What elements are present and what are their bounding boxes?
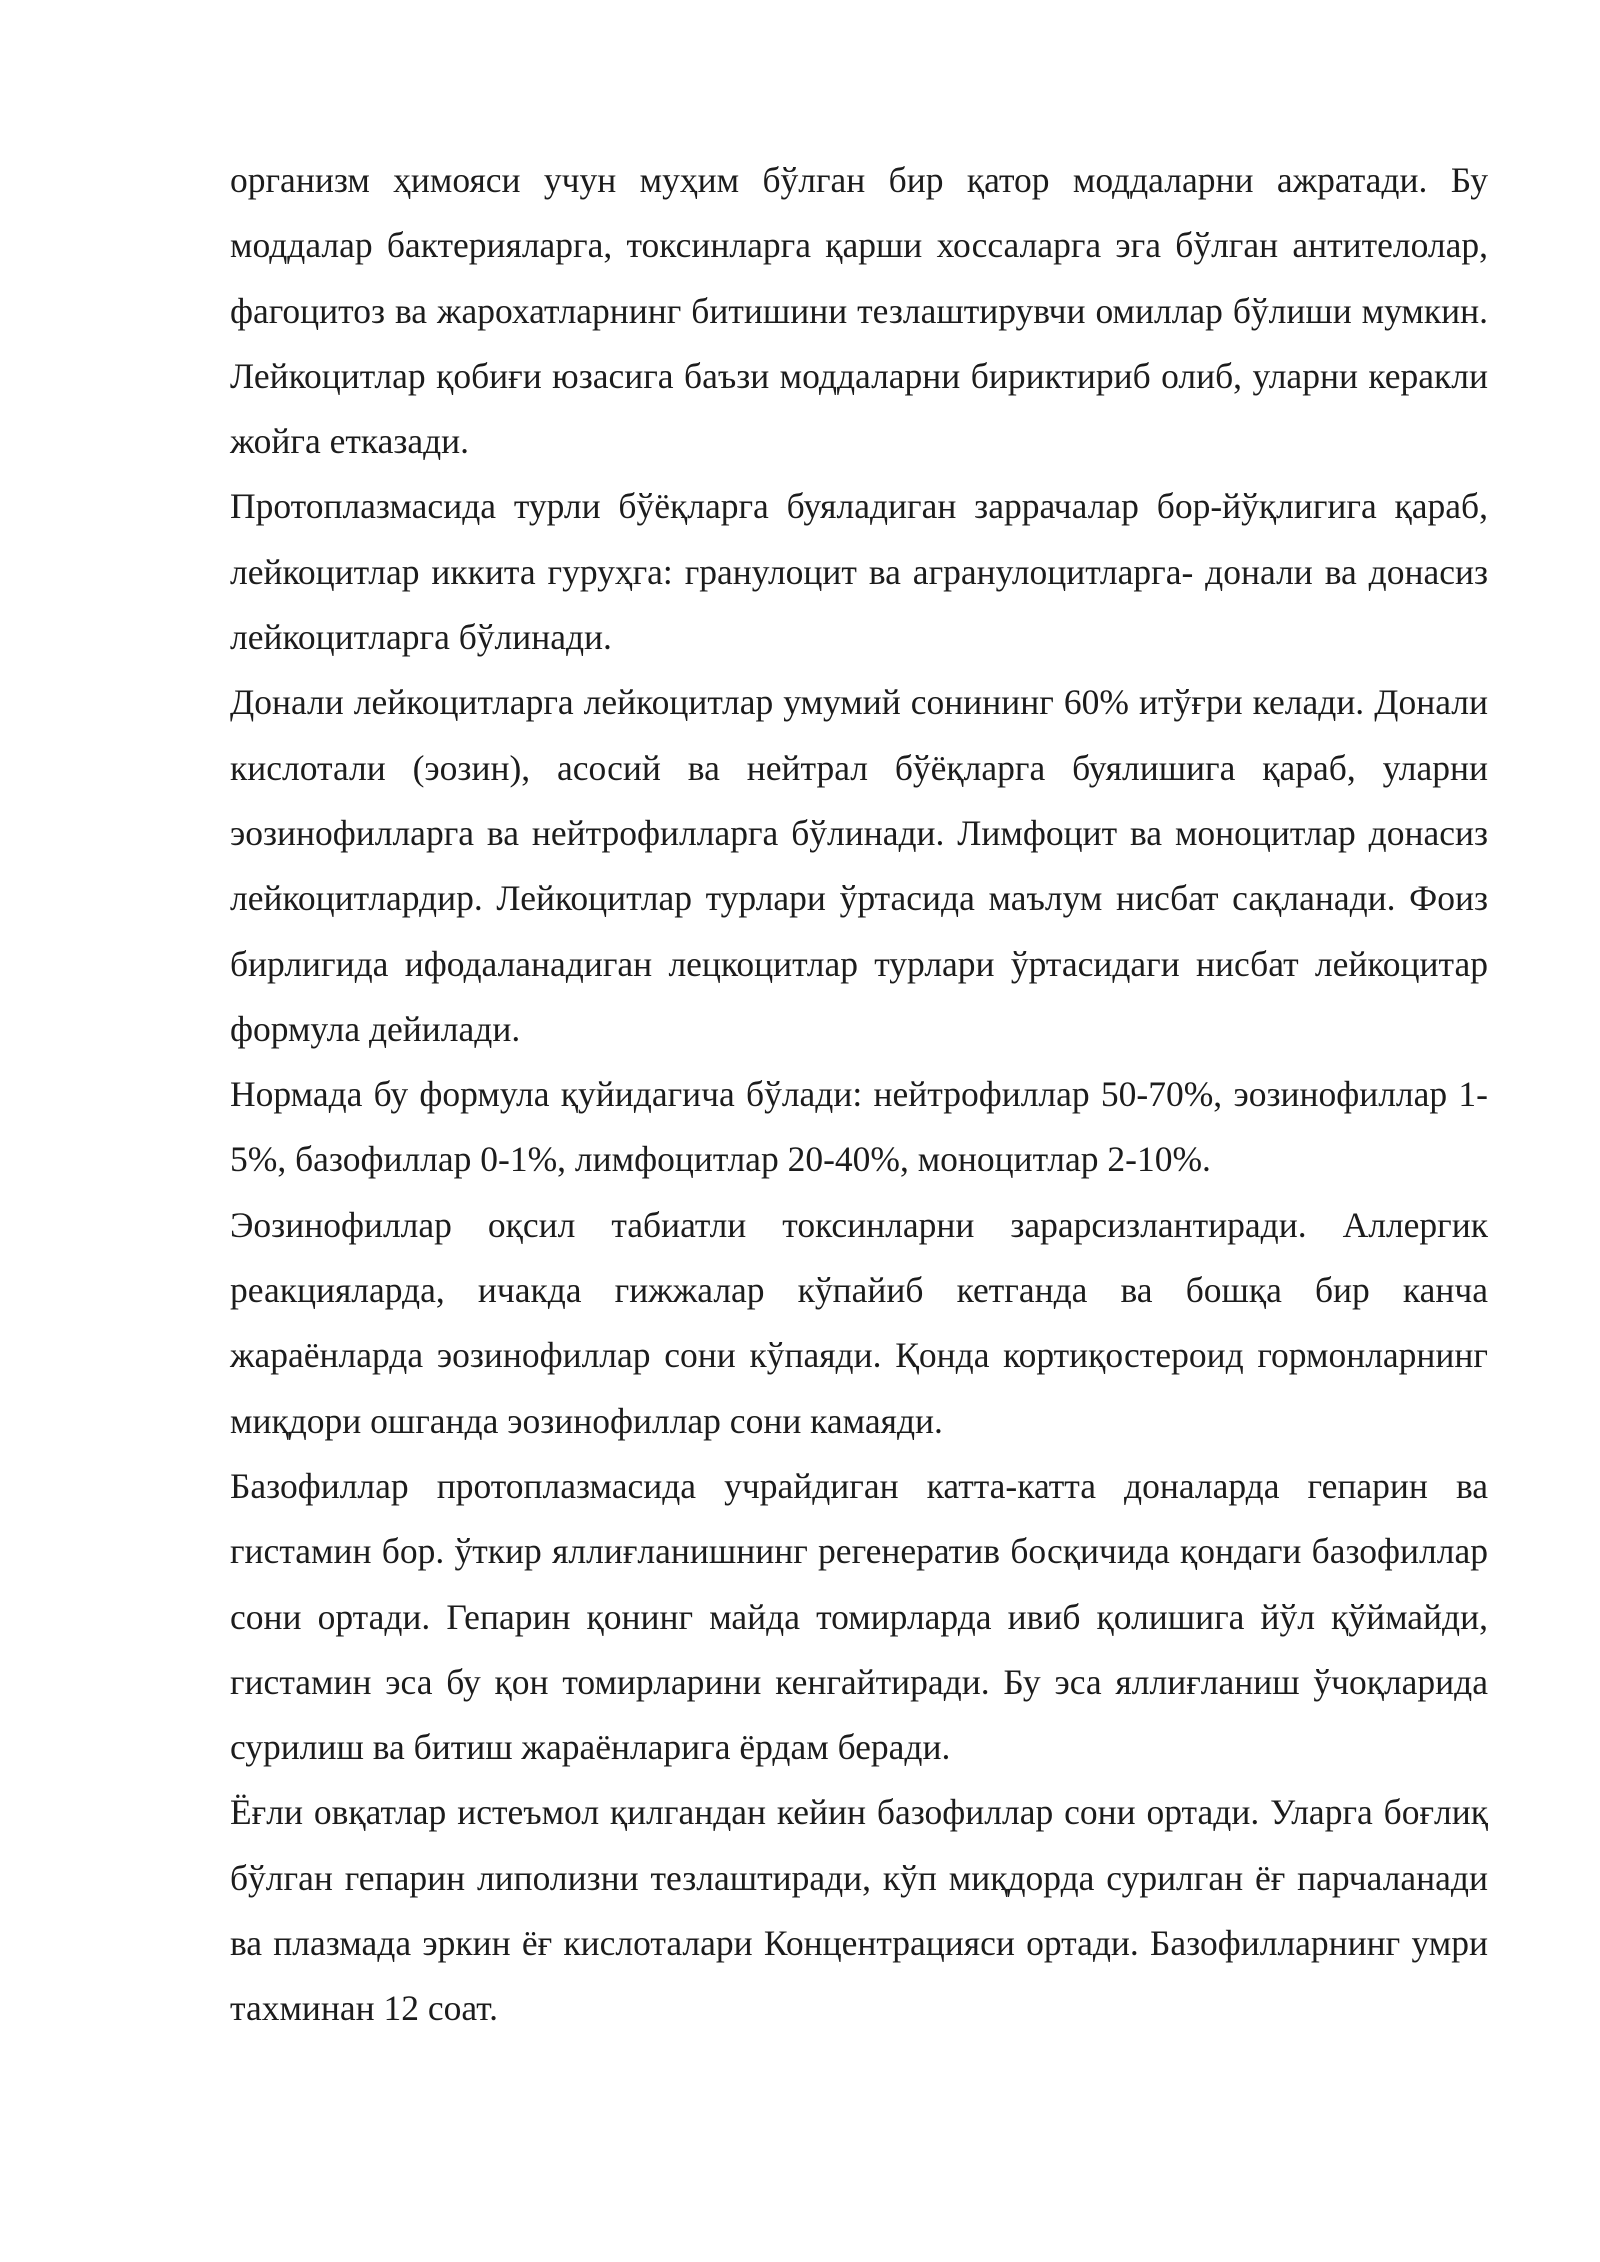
paragraph-granulocytes: Донали лейкоцитларга лейкоцитлар умумий сонининг 60% итўғри келади. Донали кислотали (эозин), асосий ва нейтрал бўёқларга буялишига қараб, уларни эозинофилларга ва нейтрофилларга бўлинади. Лимфоцит ва моноцитлар донасиз лейкоцитлардир. Лейкоцитлар турлари ўртасида маълум нисбат сақланади. Фоиз бирлигида ифодаланадиган лецкоцитлар турлари ўртасидаги нисбат лейкоцитар формула дейилади. (230, 682, 1488, 1049)
paragraph-basophils: Базофиллар протоплазмасида учрайдиган катта-катта доналарда гепарин ва гистамин бор. ўткир яллиғланишнинг регенератив босқичида қондаги базофиллар сони ортади. Гепарин қонинг майда томирларда ивиб қолишига йўл қўймайди, гистамин эса бу қон томирларини кенгайтиради. Бу эса яллиғланиш ўчоқларида сурилиш ва битиш жараёнларига ёрдам беради. (230, 1465, 1488, 1768)
body-text (230, 148, 1488, 2042)
paragraph-leukocyte-groups: Протоплазмасида турли бўёқларга буяладиган заррачалар бор-йўқлигига қараб, лейкоцитлар иккита гуруҳга: гранулоцит ва агранулоцитларга- донали ва донасиз лейкоцитларга бўлинади. (230, 486, 1488, 658)
paragraph-basophils-lipolysis: Ёғли овқатлар истеъмол қилгандан кейин базофиллар сони ортади. Уларга боғлиқ бўлган гепарин липолизни тезлаштиради, кўп миқдорда сурилган ёғ парчаланади ва плазмада эркин ёғ кислоталари Концентрацияси ортади. Базофилларнинг умри тахминан 12 соат. (230, 1792, 1488, 2029)
paragraph-leukocyte-formula: Нормада бу формула қуйидагича бўлади: нейтрофиллар 50-70%, эозинофиллар 1-5%, базофиллар 0-1%, лимфоцитлар 20-40%, моноцитлар 2-10%. (230, 1074, 1488, 1180)
paragraph-leukocyte-functions: организм ҳимояси учун муҳим бўлган бир қатор моддаларни ажратади. Бу моддалар бактерияларга, токсинларга қарши хоссаларга эга бўлган антителолар, фагоцитоз ва жарохатларнинг битишини тезлаштирувчи омиллар бўлиши мумкин. Лейкоцитлар қобиғи юзасига баъзи моддаларни бириктириб олиб, уларни керакли жойга етказади. (230, 160, 1488, 462)
paragraph-eosinophils: Эозинофиллар оқсил табиатли токсинларни зарарсизлантиради. Аллергик реакцияларда, ичакда гижжалар кўпайиб кетганда ва бошқа бир канча жараёнларда эозинофиллар сони кўпаяди. Қонда кортиқостероид гормонларнинг миқдори ошганда эозинофиллар сони камаяди. (230, 1204, 1488, 1441)
